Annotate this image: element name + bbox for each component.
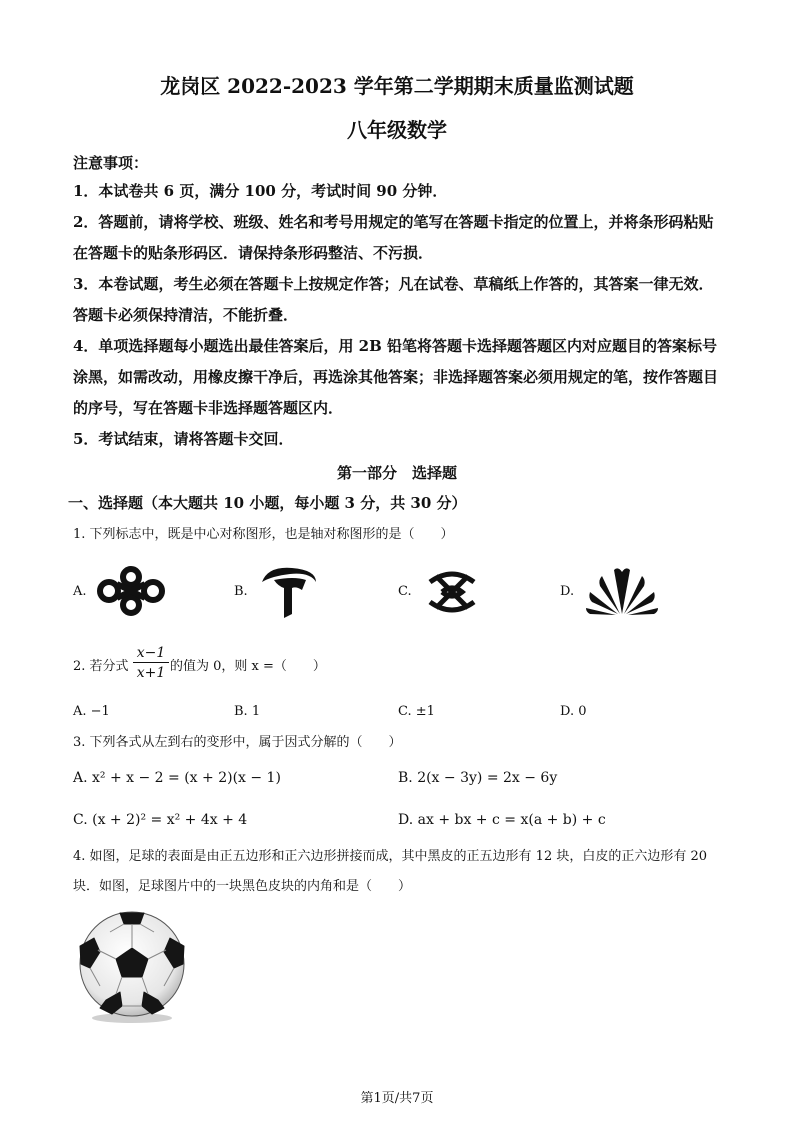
exam-subtitle: 八年级数学 (347, 118, 447, 142)
section-title: 一、选择题（本大题共 10 小题，每小题 3 分，共 30 分） (68, 494, 467, 512)
mobile-logo-icon (422, 562, 482, 622)
q3-option-b: B. 2(x − 3y) = 2x − 6y (398, 770, 558, 786)
telecom-logo-icon (258, 562, 320, 620)
q1-option-b-label: B. (234, 584, 248, 599)
notice-item-4: 4．单项选择题每小题选出最佳答案后，用 2B 铅笔将答题卡选择题答题区内对应题目的答案标号涂黑，如需改动，用橡皮擦干净后，再选涂其他答案；非选择题答案必须用规定的笔，按作答题目的序号，写在答题卡非选择题答题区内． (73, 337, 719, 417)
fraction-denominator: x+1 (136, 665, 166, 681)
q2-option-d: D. 0 (560, 704, 587, 719)
page-footer: 第1页/共7页 (360, 1091, 434, 1106)
question-3-stem: 3. 下列各式从左到右的变形中，属于因式分解的（ ） (73, 735, 402, 750)
huawei-logo-icon (584, 566, 660, 616)
q1-option-d-label: D. (560, 584, 575, 599)
notice-item-2: 2．答题前，请将学校、班级、姓名和考号用规定的笔写在答题卡指定的位置上，并将条形码粘贴在答题卡的贴条形码区．请保持条形码整洁、不污损． (73, 213, 714, 262)
notice-item-5: 5．考试结束，请将答题卡交回． (73, 430, 294, 448)
question-2-fraction (133, 645, 169, 681)
q2-option-b: B. 1 (234, 704, 261, 719)
notice-item-1: 1．本试卷共 6 页，满分 100 分，考试时间 90 分钟． (73, 182, 448, 200)
fraction-numerator: x−1 (133, 645, 169, 663)
q2-option-a: A. −1 (73, 704, 110, 719)
question-2-prefix: 2. 若分式 (73, 659, 129, 674)
question-2-suffix: 的值为 0，则 x =（ ） (170, 659, 326, 674)
question-1-stem: 1. 下列标志中，既是中心对称图形，也是轴对称图形的是（ ） (73, 527, 454, 542)
notice-item-3: 3．本卷试题，考生必须在答题卡上按规定作答；凡在试卷、草稿纸上作答的，其答案一律无效．答题卡必须保持清洁，不能折叠． (73, 275, 714, 324)
q3-option-d: D. ax + bx + c = x(a + b) + c (398, 812, 606, 828)
q2-option-c: C. ±1 (398, 704, 435, 719)
question-4-stem: 4. 如图，足球的表面是由正五边形和正六边形拼接而成，其中黑皮的正五边形有 12 块，白皮的正六边形有 20 块．如图，足球图片中的一块黑色皮块的内角和是（ ） (73, 849, 708, 894)
soccer-ball-icon (76, 908, 188, 1024)
q3-option-c: C. (x + 2)² = x² + 4x + 4 (73, 812, 248, 828)
q1-option-c-label: C. (398, 584, 412, 599)
q1-option-a-label: A. (73, 584, 87, 599)
part-title: 第一部分 选择题 (336, 464, 457, 482)
chinese-knot-logo-icon (95, 566, 167, 616)
exam-title: 龙岗区 2022-2023 学年第二学期期末质量监测试题 (160, 74, 634, 98)
notice-heading: 注意事项： (73, 154, 149, 172)
q3-option-a: A. x² + x − 2 = (x + 2)(x − 1) (73, 770, 281, 786)
